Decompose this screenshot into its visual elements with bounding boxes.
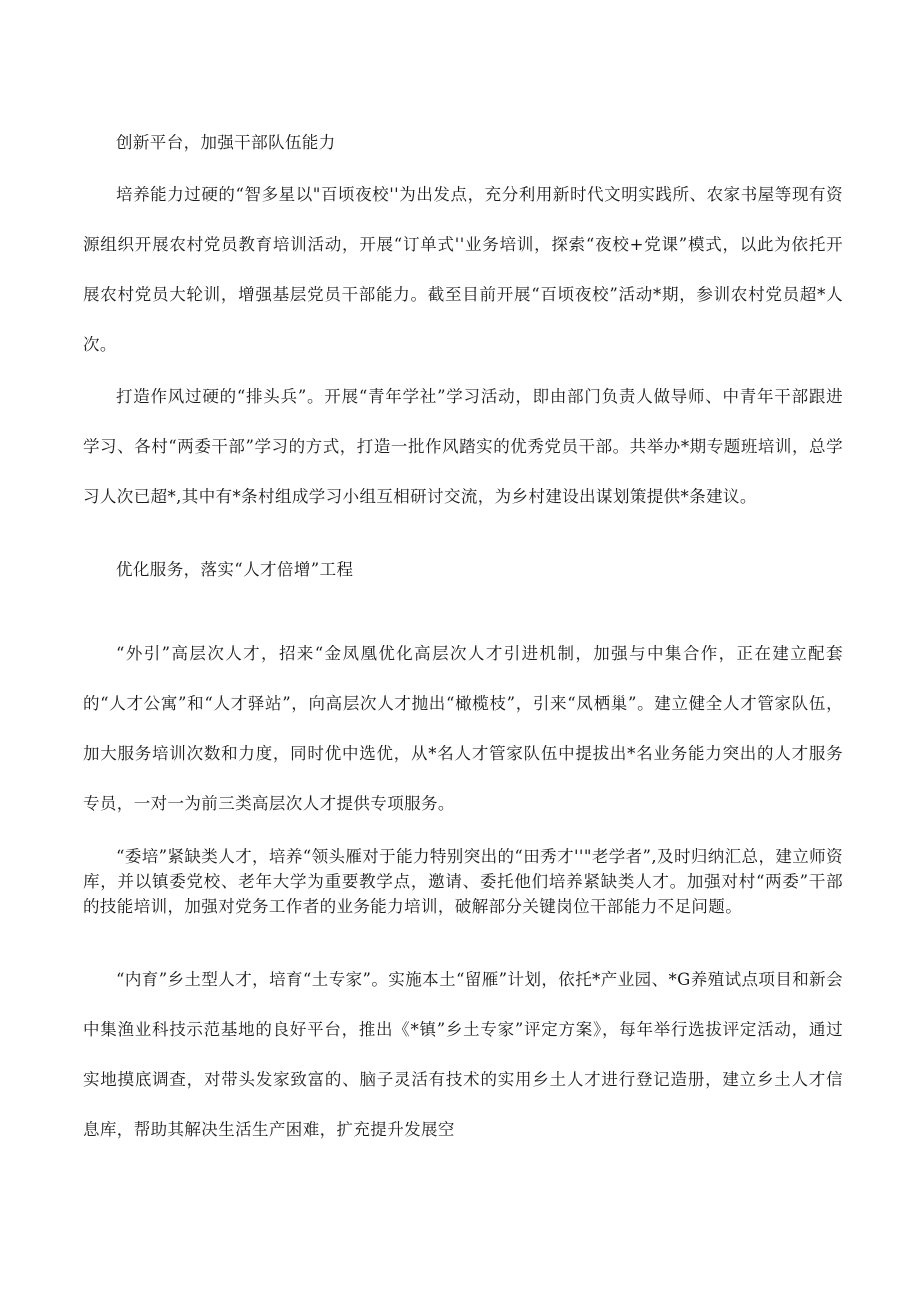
section-heading-talent: 优化服务，落实“人才倍增”工程 [116,560,354,579]
paragraph-commissioned-talent: “委培”紧缺类人才，培养“领头雁对于能力特别突出的“田秀才''"老学者”,及时归纳汇总，建立师资库，并以镇委党校、老年大学为重要教学点，邀请、委托他们培养紧缺类人才。加强对村“两委”干部的技能培训，加强对党务工作者的业务能力培训，破解部分关键岗位干部能力不足问题。 [83,847,843,916]
paragraph-vanguard: 打造作风过硬的“排头兵”。开展“青年学社”学习活动，即由部门负责人做导师、中青年干部跟进学习、各村“两委干部”学习的方式，打造一批作风踏实的优秀党员干部。共举办*期专题班培训，总学习人次已超*,其中有*条村组成学习小组互相研讨交流，为乡村建设出谋划策提供*条建议。 [83,387,843,506]
paragraph-external-talent: “外引”高层次人才，招来“金凤凰优化高层次人才引进机制，加强与中集合作，正在建立配套的“人才公寓”和“人才驿站”，向高层次人才抛出“橄榄枝”，引来“凤栖巢”。建立健全人才管家队伍，加大服务培训次数和力度，同时优中选优，从*名人才管家队伍中提拔出*名业务能力突出的人才服务专员，一对一为前三类高层次人才提供专项服务。 [83,644,843,813]
paragraph-night-school: 培养能力过硬的“智多星以"百顷夜校''为出发点，充分利用新时代文明实践所、农家书屋等现有资源组织开展农村党员教育培训活动，开展“订单式''业务培训，探索“夜校+党课”模式，以此为依托开展农村党员大轮训，增强基层党员干部能力。截至目前开展“百顷夜校”活动*期，参训农村党员超*人次。 [83,185,843,354]
section-heading-innovation: 创新平台，加强干部队伍能力 [116,133,336,152]
paragraph-local-talent: “内育”乡土型人才，培育“土专家”。实施本土“留雁”计划，依托*产业园、*G养殖试点项目和新会中集渔业科技示范基地的良好平台，推出《*镇”乡土专家”评定方案》，每年举行选拔评定活动，通过实地摸底调查，对带头发家致富的、脑子灵活有技术的实用乡土人才进行登记造册，建立乡土人才信息库，帮助其解决生活生产困难，扩充提升发展空 [83,970,843,1139]
